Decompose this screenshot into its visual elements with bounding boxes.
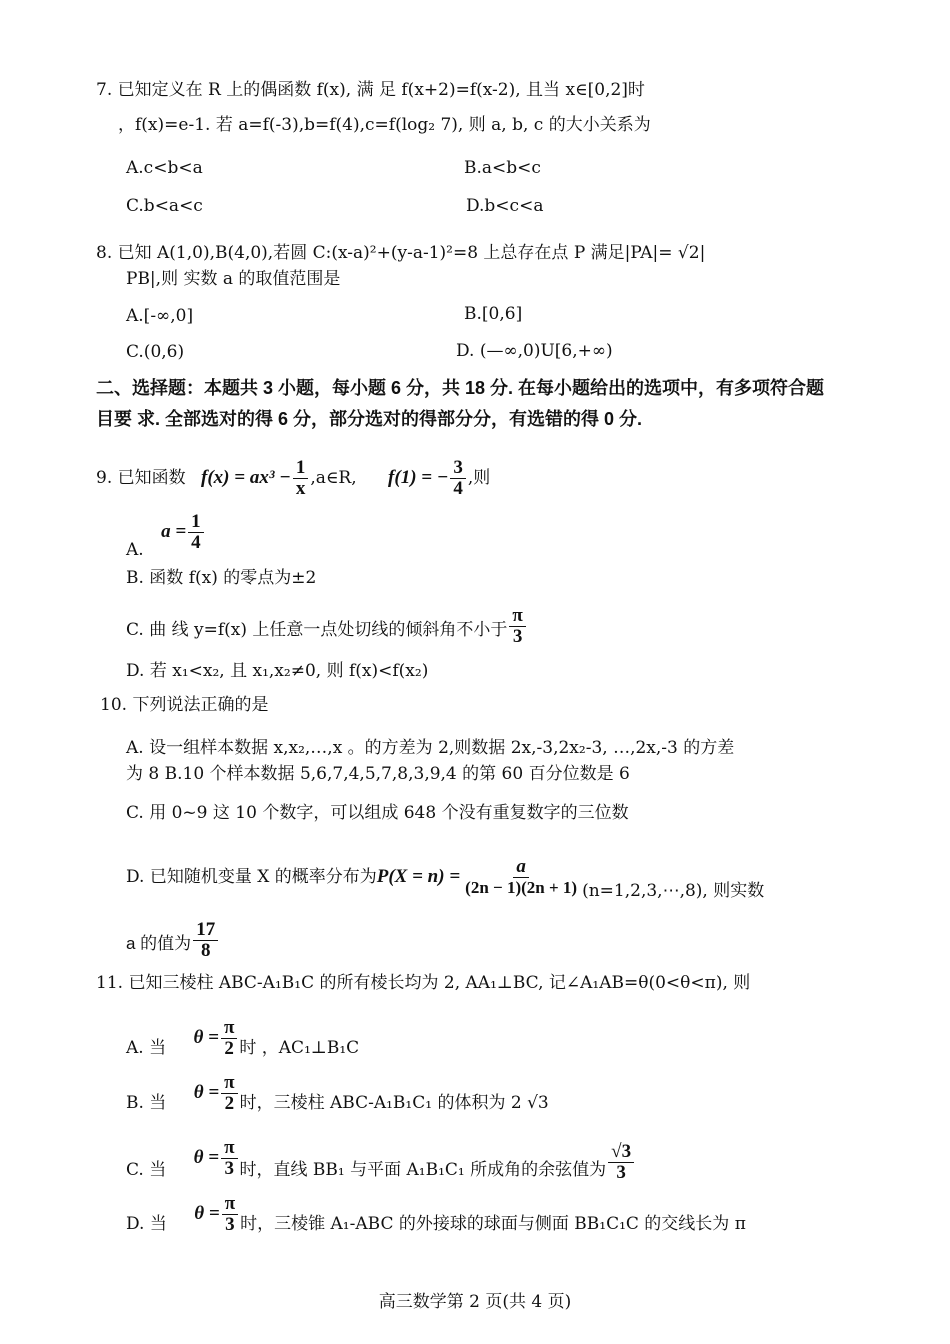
q9-func-denominator: x	[295, 478, 306, 500]
q8-option-d: D. (—∞,0)U[6,+∞)	[456, 341, 613, 361]
q7-option-b: B.a<b<c	[464, 158, 541, 178]
q7-option-d: D.b<c<a	[466, 196, 544, 216]
q9-function-expression: f(x) = ax³ − $\frac{1}{x}$	[201, 467, 310, 488]
q7-stem-line2: ，f(x)=e-1. 若 a=f(-3),b=f(4),c=f(log₂ 7), 则 a, b, c 的大小关系为	[118, 115, 651, 135]
q8-option-a: A.[-∞,0]	[126, 306, 194, 326]
q9-option-a: A. a = $\frac{1}{4}$	[126, 508, 206, 574]
q9-option-c-fraction: $\frac{\pi}{3}$	[509, 606, 525, 647]
q11-option-c: C. 当 θ = $\frac{\pi}{3}$ 时，直线 BB₁ 与平面 A₁B₁C₁ 所成角的余弦值为 $\frac{√3}{3}$	[126, 1130, 636, 1198]
q10-option-d-line2: a 的值为 $\frac{17}{8}$	[126, 908, 220, 968]
q8-option-c: C.(0,6)	[126, 342, 185, 362]
q11-option-d: D. 当 θ = $\frac{\pi}{3}$ 时，三棱锥 A₁-ABC 的外接球的球面与侧面 BB₁C₁C 的交线长为 π	[126, 1193, 746, 1236]
q10-stem: 10. 下列说法正确的是	[100, 695, 269, 715]
q9-f1-numerator: 3	[450, 458, 466, 479]
q11-option-a: A. 当 θ = $\frac{\pi}{2}$ 时 ，AC₁⊥B₁C	[126, 1017, 360, 1060]
q9-func-tail: ,a∈R,	[310, 468, 357, 488]
q10-option-d: D. 已知随机变量 X 的概率分布为P(X = n) = $\frac{a}{(2n - 1)(2n + 1)}$ (n=1,2,3,⋯,8), 则实数	[126, 856, 765, 901]
q9-stem-prefix: 9. 已知函数	[96, 468, 186, 488]
q7-stem-line1: 7. 已知定义在 R 上的偶函数 f(x), 满 足 f(x+2)=f(x-2), 且当 x∈[0,2]时	[96, 80, 645, 100]
q9-func-numerator: 1	[293, 458, 309, 479]
section2-heading-line2: 目要 求. 全部选对的得 6 分，部分选对的得部分分，有选错的得 0 分.	[96, 409, 643, 429]
q9-suffix: ,则	[467, 468, 491, 488]
q9-option-d: D. 若 x₁<x₂, 且 x₁,x₂≠0, 则 f(x)<f(x₂)	[126, 661, 429, 681]
page-footer: 高三数学第 2 页(共 4 页)	[378, 1292, 572, 1312]
q10-distribution-formula: P(X = n) = $\frac{a}{(2n - 1)(2n + 1)}$	[376, 856, 578, 898]
q7-option-a: A.c<b<a	[126, 158, 203, 178]
q10-option-a-line1: A. 设一组样本数据 x,x₂,…,x 。的方差为 2,则数据 2x,-3,2x₂-3, …,2x,-3 的方差	[126, 738, 735, 758]
q10-option-c: C. 用 0~9 这 10 个数字，可以组成 648 个没有重复数字的三位数	[126, 803, 629, 823]
q11-option-b: B. 当 θ = $\frac{\pi}{2}$ 时，三棱柱 ABC-A₁B₁C₁ 的体积为 2 √3	[126, 1072, 549, 1115]
q9-f1-expression: f(1) = − $\frac{3}{4}$	[388, 467, 468, 488]
q9-stem	[96, 452, 490, 504]
q10-answer-fraction: $\frac{17}{8}$	[193, 920, 218, 961]
q8-stem-line1: 8. 已知 A(1,0),B(4,0),若圆 C:(x-a)²+(y-a-1)²=8 上总存在点 P 满足|PA|= √2|	[96, 243, 706, 263]
q11-stem: 11. 已知三棱柱 ABC-A₁B₁C 的所有棱长均为 2, AA₁⊥BC, 记∠A₁AB=θ(0<θ<π), 则	[96, 973, 751, 993]
q10-option-a-line2: 为 8 B.10 个样本数据 5,6,7,4,5,7,8,3,9,4 的第 60 百分位数是 6	[126, 764, 630, 784]
section2-heading-line1: 二、选择题：本题共 3 小题，每小题 6 分，共 18 分. 在每小题给出的选项中，有多项符合题	[96, 378, 825, 398]
q9-option-b: B. 函数 f(x) 的零点为±2	[126, 568, 317, 588]
q7-option-c: C.b<a<c	[126, 196, 203, 216]
q8-option-b: B.[0,6]	[464, 304, 523, 324]
q9-f1-denominator: 4	[453, 478, 463, 500]
q9-option-c: C. 曲 线 y=f(x) 上任意一点处切线的倾斜角不小于 $\frac{\pi}{3}$	[126, 598, 528, 654]
q8-stem-line2: PB|,则 实数 a 的取值范围是	[126, 269, 341, 289]
q9-option-a-expression: a = $\frac{1}{4}$	[161, 521, 206, 542]
